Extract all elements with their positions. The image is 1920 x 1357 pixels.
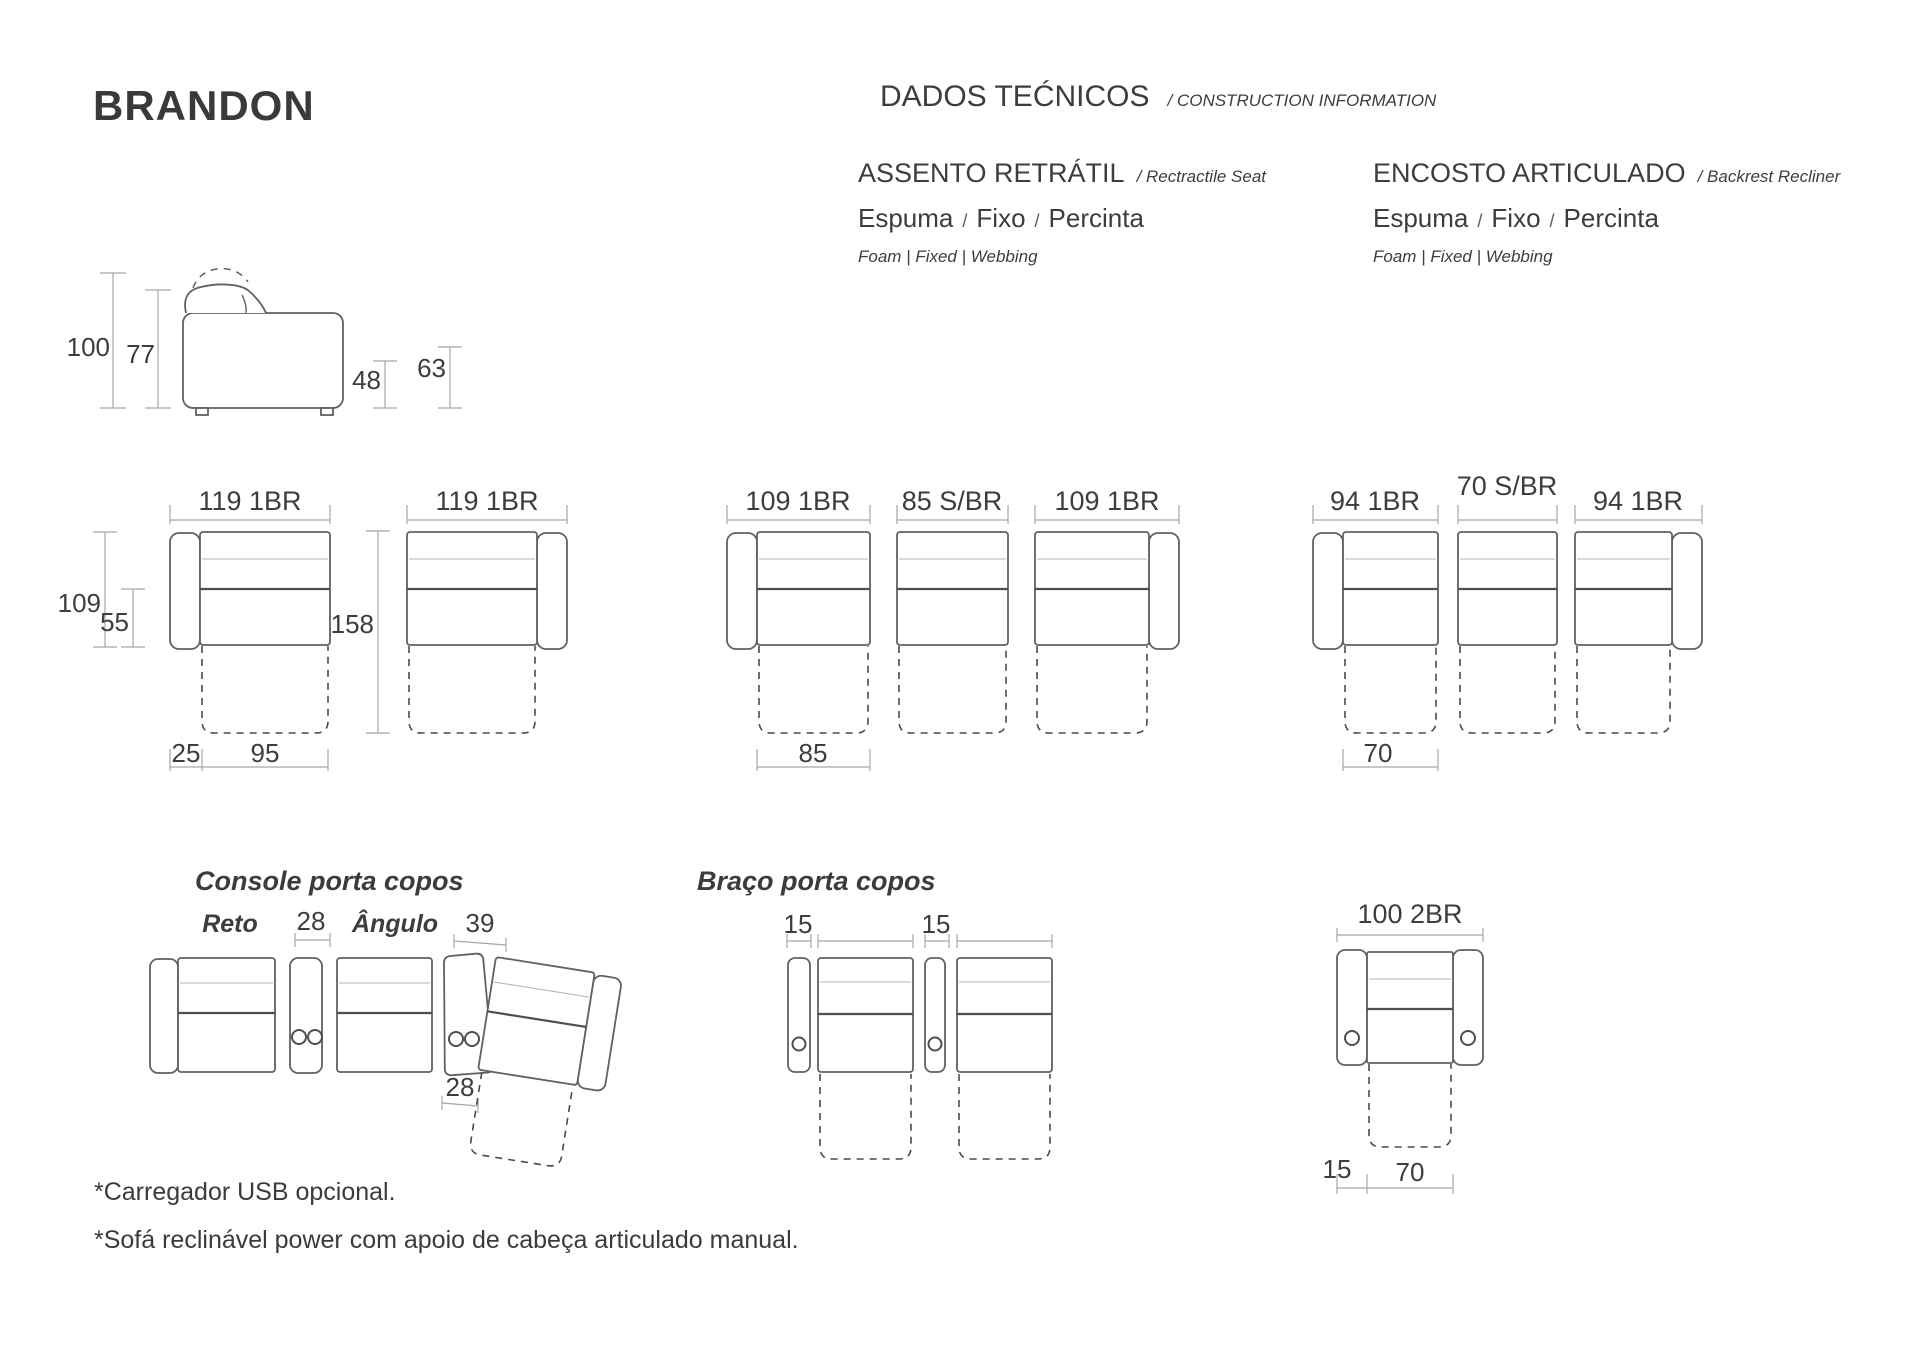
tech-header-title: DADOS TEĆNICOS	[880, 80, 1150, 113]
tech-header	[880, 80, 1436, 114]
svg-text:100: 100	[66, 332, 110, 362]
material-foam: Espuma	[1373, 203, 1469, 233]
dim-module-width	[170, 486, 330, 524]
svg-text:15: 15	[1322, 1154, 1352, 1184]
dim-arm-height	[417, 347, 462, 408]
dim-angled-console-front-width	[442, 1072, 478, 1113]
svg-text:15: 15	[783, 909, 813, 939]
material-webbing: Percinta	[1048, 203, 1144, 233]
dim-module-width	[1035, 486, 1179, 524]
separator: /	[1034, 211, 1040, 231]
module-1br-left-arm	[150, 958, 275, 1073]
cup-holder	[1345, 1031, 1359, 1045]
spec-subtitle: / Rectractile Seat	[1136, 167, 1267, 186]
retracted-seat-extension	[1345, 646, 1436, 733]
module-group-3	[1313, 471, 1702, 771]
svg-text:95: 95	[250, 738, 280, 768]
separator: /	[962, 211, 968, 231]
retracted-seat-extension	[1037, 646, 1147, 733]
svg-text:28: 28	[296, 906, 326, 936]
svg-text:119 1BR: 119 1BR	[198, 486, 302, 516]
svg-text:109 1BR: 109 1BR	[1054, 486, 1160, 516]
retracted-seat-extension	[959, 1074, 1050, 1159]
spec-title: ASSENTO RETRÁTIL	[858, 158, 1125, 188]
spec-assento-retratil	[858, 158, 1338, 267]
materials-line-english: Foam | Fixed | Webbing	[858, 247, 1038, 266]
dim-module-width	[727, 486, 870, 524]
dim-backrest-height	[126, 290, 171, 408]
module-2br	[1337, 950, 1483, 1147]
dim-module-width	[897, 486, 1008, 524]
svg-text:158: 158	[330, 609, 374, 639]
spec-title: ENCOSTO ARTICULADO	[1373, 158, 1686, 188]
module-armless	[1458, 532, 1557, 733]
separator: /	[1477, 211, 1483, 231]
module-armless	[897, 532, 1008, 733]
module-1br-right-arm	[1035, 532, 1179, 733]
retracted-seat-extension	[469, 1072, 573, 1167]
cup-holder	[308, 1030, 322, 1044]
dim-module-width	[407, 486, 567, 524]
retracted-seat-extension	[1460, 646, 1555, 733]
materials-line	[858, 203, 1338, 234]
retracted-seat-extension	[1577, 646, 1670, 733]
svg-text:25: 25	[171, 738, 201, 768]
retracted-seat-extension	[820, 1074, 911, 1159]
cup-holder	[1461, 1031, 1475, 1045]
svg-text:77: 77	[126, 339, 155, 369]
module-armless	[337, 958, 432, 1072]
retracted-seat-extension	[409, 646, 535, 733]
cup-holder	[793, 1038, 806, 1051]
dim-straight-console-width	[295, 906, 330, 947]
svg-text:70 S/BR: 70 S/BR	[1456, 471, 1558, 501]
cup-holder	[292, 1030, 306, 1044]
module-1br-right-arm	[407, 532, 567, 733]
svg-text:15: 15	[921, 909, 951, 939]
cup-holder	[449, 1032, 463, 1046]
svg-text:94 1BR: 94 1BR	[1592, 486, 1684, 516]
modules-top-view-row	[20, 465, 1900, 785]
cup-holder-arm	[788, 958, 810, 1072]
spec-heading	[1373, 158, 1853, 189]
module-armless	[818, 958, 913, 1159]
dim-module-width	[1457, 471, 1558, 524]
dim-arm-and-seat-width	[1323, 1154, 1453, 1194]
svg-text:85 S/BR: 85 S/BR	[901, 486, 1003, 516]
braco-diagram	[780, 900, 1080, 1170]
footnote-recliner: *Sofá reclinável power com apoio de cabeça articulado manual.	[94, 1226, 799, 1254]
spec-subtitle: / Backrest Recliner	[1697, 167, 1841, 186]
cup-holder	[465, 1032, 479, 1046]
svg-text:55: 55	[100, 607, 129, 637]
cup-holder	[929, 1038, 942, 1051]
module-1br-right-arm	[1575, 532, 1702, 733]
dim-seat-depth	[100, 589, 145, 647]
sofa-side-profile	[183, 269, 343, 415]
svg-text:109: 109	[57, 588, 101, 618]
svg-text:48: 48	[352, 365, 381, 395]
console-straight	[290, 958, 322, 1073]
dim-arm-width	[922, 909, 1052, 948]
straight-console-label: Reto	[202, 910, 258, 938]
dim-arm-width	[784, 909, 913, 948]
separator: /	[1549, 211, 1555, 231]
dim-seat-width	[757, 738, 870, 771]
svg-text:39: 39	[465, 908, 495, 938]
material-fixed: Fixo	[976, 203, 1026, 233]
svg-text:109 1BR: 109 1BR	[745, 486, 851, 516]
svg-text:100 2BR: 100 2BR	[1357, 899, 1463, 929]
dim-open-depth	[331, 531, 390, 733]
footnote-usb: *Carregador USB opcional.	[94, 1178, 396, 1206]
materials-line-english: Foam | Fixed | Webbing	[1373, 247, 1553, 266]
dim-seat-height	[352, 361, 397, 408]
dim-module-width	[1575, 486, 1702, 524]
retracted-seat-extension	[899, 646, 1006, 733]
module-1br-left-arm	[727, 532, 870, 733]
module-armless	[957, 958, 1052, 1159]
svg-text:70: 70	[1395, 1157, 1425, 1187]
module-group-1	[58, 486, 567, 771]
console-section-title: Console porta copos	[195, 866, 464, 896]
dim-arm-and-seat-width	[170, 738, 328, 771]
spec-heading	[858, 158, 1338, 189]
console-diagram	[130, 895, 650, 1205]
material-fixed: Fixo	[1491, 203, 1541, 233]
module-2br-diagram	[1320, 895, 1500, 1205]
svg-text:70: 70	[1363, 738, 1393, 768]
svg-text:94 1BR: 94 1BR	[1329, 486, 1421, 516]
braco-section-title: Braço porta copos	[697, 866, 936, 896]
spec-encosto-articulado	[1373, 158, 1853, 267]
retracted-seat-extension	[759, 646, 868, 733]
tech-header-subtitle: / CONSTRUCTION INFORMATION	[1167, 91, 1437, 110]
svg-text:28: 28	[445, 1072, 475, 1102]
material-foam: Espuma	[858, 203, 954, 233]
cup-holder-arm	[925, 958, 945, 1072]
page-title: BRANDON	[93, 82, 315, 129]
material-webbing: Percinta	[1563, 203, 1659, 233]
materials-line	[1373, 203, 1853, 234]
dim-total-height	[67, 273, 126, 408]
retracted-seat-extension	[202, 646, 328, 733]
dim-module-width	[1337, 899, 1483, 942]
module-group-2	[727, 486, 1179, 771]
module-1br-right-arm-angled	[465, 957, 622, 1173]
angled-console-label: Ângulo	[351, 910, 439, 938]
svg-text:119 1BR: 119 1BR	[435, 486, 539, 516]
dim-angled-console-back-width	[454, 908, 506, 952]
svg-text:63: 63	[417, 353, 446, 383]
module-1br-left-arm	[170, 532, 330, 733]
side-view-diagram	[20, 225, 480, 425]
retracted-seat-extension	[1369, 1064, 1451, 1147]
dim-module-width	[1313, 486, 1438, 524]
svg-text:85: 85	[798, 738, 828, 768]
module-1br-left-arm	[1313, 532, 1438, 733]
dim-seat-width	[1343, 738, 1438, 771]
